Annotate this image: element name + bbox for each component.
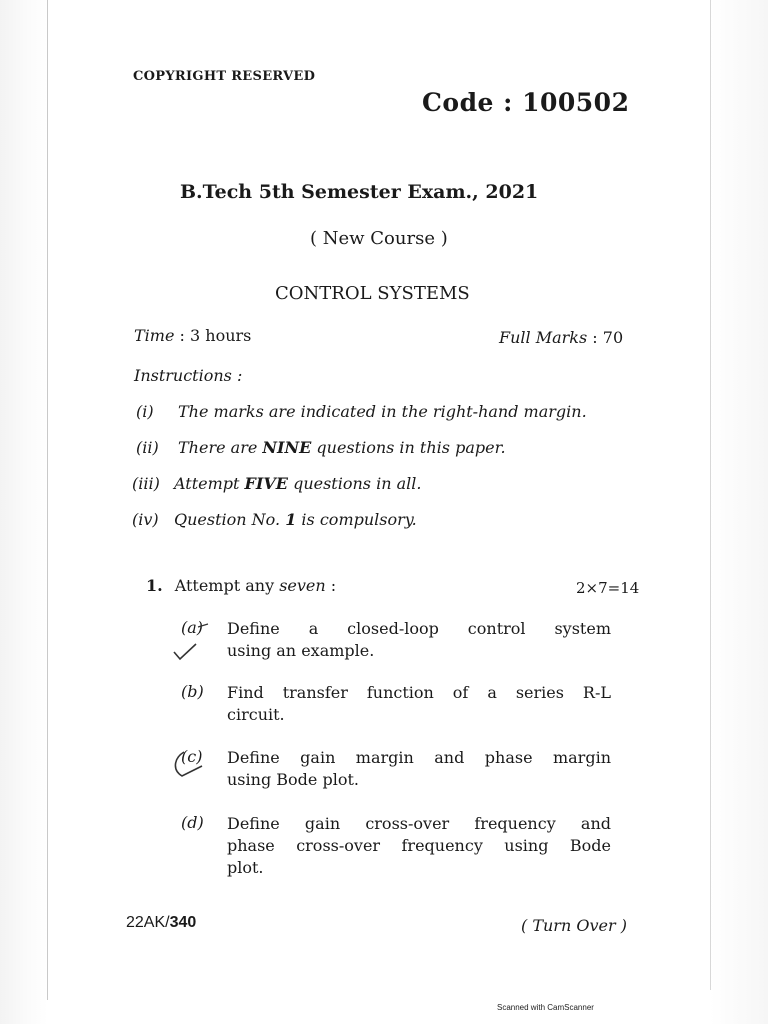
handwritten-check-mark-icon: [170, 746, 216, 786]
time-value: : 3 hours: [179, 326, 252, 345]
time-label: Time: [134, 326, 175, 345]
part-label: (c): [181, 747, 203, 766]
subject-title: CONTROL SYSTEMS: [275, 283, 470, 304]
exam-title: B.Tech 5th Semester Exam., 2021: [180, 181, 539, 203]
paper-serial: 22AK/340: [126, 914, 197, 931]
question-part-d: (d) Define gain cross-over frequency and phase cross-over frequency using Bode plot.: [181, 813, 611, 877]
marks-value: : 70: [592, 328, 624, 347]
paper-code: Code : 100502: [422, 88, 630, 117]
question-1-heading: 1. Attempt any seven :: [146, 576, 337, 595]
marks-label: Full Marks: [499, 328, 588, 347]
scan-left-edge: [0, 0, 48, 1024]
part-label: (b): [181, 682, 204, 701]
instruction-item: (i) The marks are indicated in the right-hand margin.: [136, 402, 587, 421]
instruction-item: (ii) There are NINE questions in this paper.: [136, 438, 506, 457]
question-part-b: (b) Find transfer function of a series R-L circuit.: [181, 682, 611, 724]
question-part-c: (c) Define gain margin and phase margin using Bode plot.: [181, 747, 611, 789]
scanner-watermark: Scanned with CamScanner: [497, 1003, 594, 1012]
turn-over-note: ( Turn Over ): [521, 916, 627, 935]
part-label: (a): [181, 618, 204, 637]
instructions-heading: Instructions :: [134, 366, 243, 385]
question-number: 1.: [146, 576, 163, 595]
copyright-notice: COPYRIGHT RESERVED: [133, 69, 316, 84]
instruction-item: (iv) Question No. 1 is compulsory.: [132, 510, 417, 529]
full-marks: [499, 328, 623, 347]
part-label: (d): [181, 813, 204, 832]
instruction-item: (iii) Attempt FIVE questions in all.: [132, 474, 422, 493]
question-1-marks: 2×7=14: [576, 579, 640, 597]
handwritten-check-mark-icon: [168, 618, 218, 668]
question-part-a: (a) Define a closed-loop control system using an example.: [181, 618, 611, 660]
course-type: ( New Course ): [310, 228, 448, 249]
exam-duration: [134, 326, 251, 345]
scan-right-edge: [710, 0, 768, 1024]
